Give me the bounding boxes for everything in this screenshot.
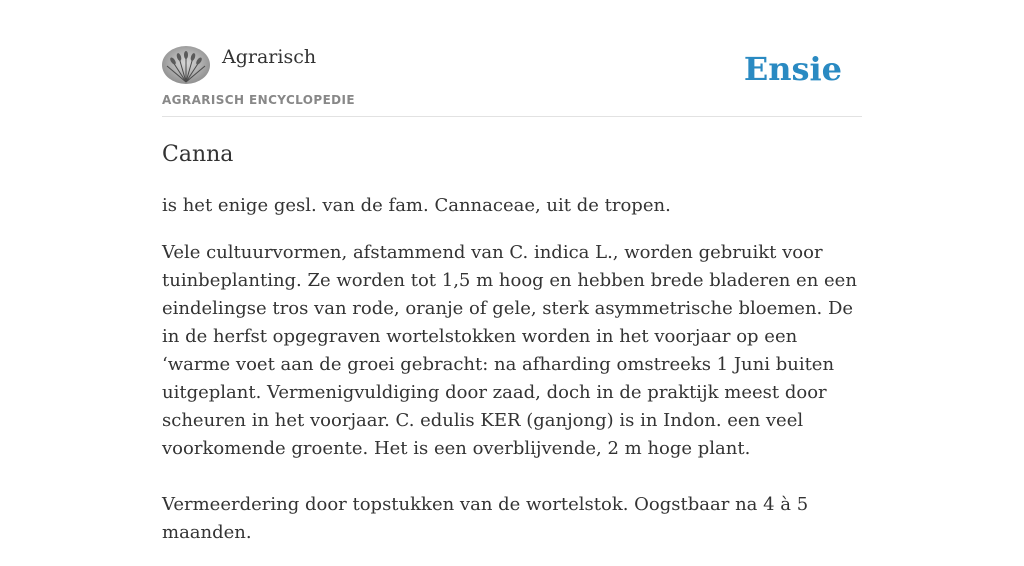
header xyxy=(162,46,862,117)
article-title: Canna xyxy=(162,142,234,167)
article xyxy=(162,138,862,566)
article-paragraph: Vermeerdering door topstukken van de wortelstok. Oogstbaar na 4 à 5 maanden. xyxy=(162,494,809,543)
ensie-logo-link[interactable]: Ensie xyxy=(743,50,842,88)
article-paragraph: is het enige gesl. van de fam. Cannaceae, uit de tropen. xyxy=(162,195,671,216)
wheat-sheaf-icon[interactable] xyxy=(162,46,210,84)
encyclopedia-subtitle: AGRARISCH ENCYCLOPEDIE xyxy=(162,93,355,107)
publisher-name[interactable]: Agrarisch xyxy=(222,46,317,68)
article-paragraph: Vele cultuurvormen, afstammend van C. indica L., worden gebruikt voor tuinbeplanting. Ze worden tot 1,5 m hoog en hebben brede bladeren en een eindelingse tros van rode, oranje of gele, sterk asymmetrische bloemen. De in de herfst opgegraven wortelstokken worden in het voorjaar op een ‘warme voet aan de groei gebracht: na afharding omstreeks 1 Juni buiten uitgeplant. Vermenigvuldiging door zaad, doch in de praktijk meest door scheuren in het voorjaar. C. edulis KER (ganjong) is in Indon. een veel voorkomende groente. Het is een overblijvende, 2 m hoge plant. xyxy=(162,242,857,459)
